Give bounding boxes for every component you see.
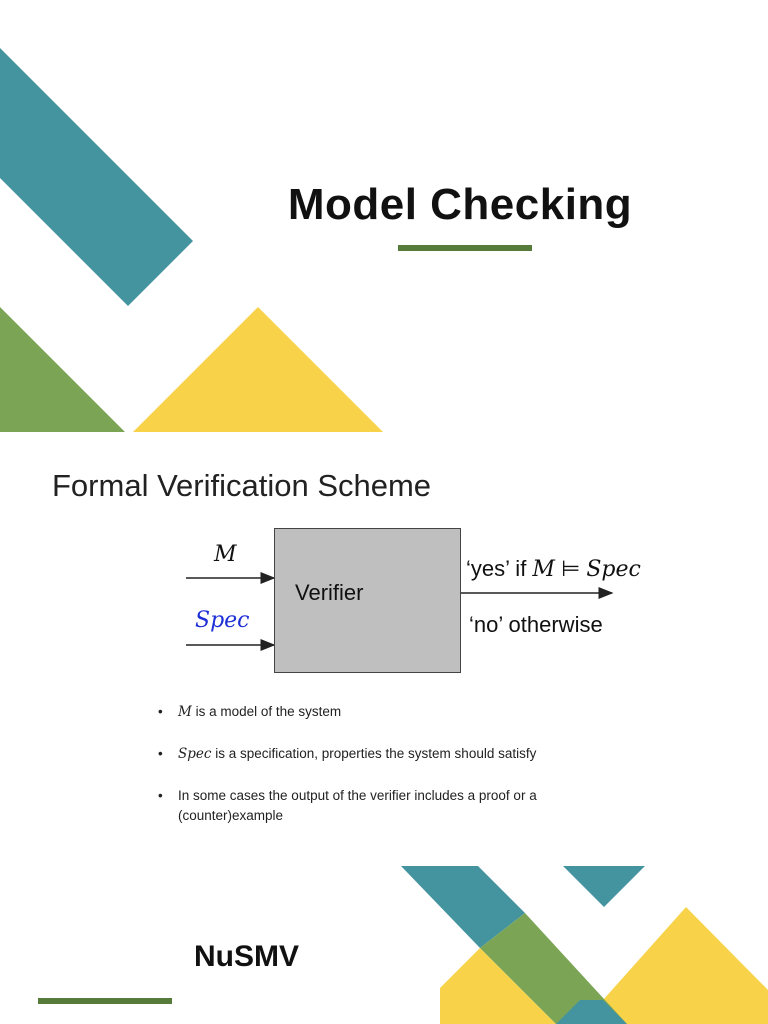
- output-yes-prefix: ‘yes’ if: [466, 556, 533, 581]
- slide-heading: Formal Verification Scheme: [52, 468, 432, 503]
- bullet-emph: M: [178, 704, 192, 720]
- bullet-text: In some cases the output of the verifier includes a proof or a (counter)example: [178, 788, 537, 823]
- output-yes-label: [466, 556, 641, 582]
- bullet-list: [158, 702, 638, 848]
- output-yes-spec: Spec: [586, 557, 641, 582]
- models-symbol: ⊨: [554, 556, 587, 581]
- bullet-item: [158, 786, 638, 826]
- page-title: Model Checking: [287, 180, 633, 229]
- input-spec-label: Spec: [195, 608, 250, 633]
- bullet-item: [158, 702, 638, 722]
- verifier-label: Verifier: [295, 580, 364, 605]
- output-no-label: ‘no’ otherwise: [469, 612, 603, 637]
- bullet-item: [158, 744, 638, 764]
- footer-title: NuSMV: [194, 940, 299, 973]
- bullet-text: is a model of the system: [191, 704, 342, 719]
- bullet-text: is a specification, properties the system should satisfy: [211, 746, 537, 761]
- output-yes-m: M: [532, 557, 555, 582]
- bullet-emph: Spec: [178, 746, 212, 762]
- footer-underline: [38, 998, 172, 1004]
- input-m-label: M: [214, 542, 237, 567]
